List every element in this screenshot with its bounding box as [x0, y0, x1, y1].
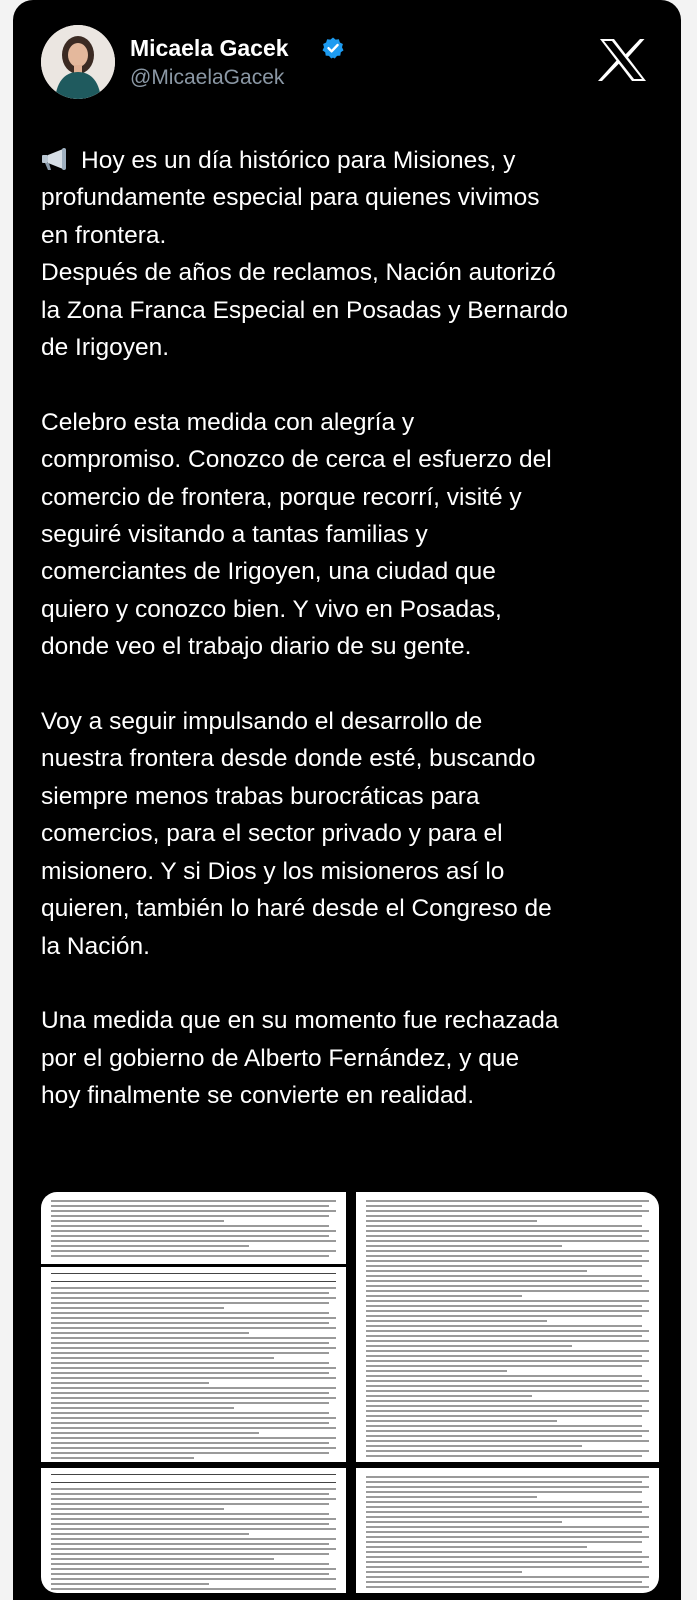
document-text-line [366, 1310, 649, 1312]
document-image-4[interactable] [41, 1468, 346, 1593]
document-text-line [366, 1295, 522, 1297]
document-text-line [366, 1481, 642, 1483]
tweet-line: Después de años de reclamos, Nación autorizó [41, 259, 556, 287]
media-grid [41, 1192, 659, 1593]
tweet-line: profundamente especial para quienes vivimos [41, 184, 540, 212]
document-text-line [366, 1290, 649, 1292]
document-text-line [51, 1488, 336, 1490]
document-text-line [366, 1571, 522, 1573]
document-text-line [366, 1551, 642, 1553]
user-handle[interactable]: @MicaelaGacek [130, 66, 285, 89]
document-text-line [366, 1275, 642, 1277]
document-text-line [51, 1362, 329, 1364]
document-text-line [51, 1230, 336, 1232]
document-text-line [51, 1292, 329, 1294]
document-text-line [51, 1337, 336, 1339]
document-text-line [51, 1297, 336, 1299]
document-text-line [51, 1498, 336, 1500]
document-text-line [366, 1450, 649, 1452]
document-text-line [366, 1335, 642, 1337]
document-text-line [366, 1250, 649, 1252]
document-text-line [366, 1320, 547, 1322]
document-text-line [51, 1427, 336, 1429]
document-image-5[interactable] [356, 1468, 659, 1593]
document-text-line [51, 1452, 329, 1454]
document-text-line [51, 1372, 329, 1374]
document-text-line [51, 1493, 329, 1495]
document-text-line [366, 1511, 642, 1513]
document-text-line [366, 1240, 649, 1242]
document-text-line [51, 1543, 329, 1545]
document-text-line [51, 1287, 336, 1289]
tweet-line: comerciantes de Irigoyen, una ciudad que [41, 558, 496, 586]
x-logo-icon[interactable] [598, 38, 648, 82]
document-text-line [51, 1307, 224, 1309]
document-text-line [51, 1240, 336, 1242]
document-text-line [366, 1536, 649, 1538]
tweet-line: siempre menos trabas burocráticas para [41, 782, 480, 810]
document-text-line [51, 1215, 329, 1217]
document-text-line [51, 1412, 329, 1414]
document-text-line [366, 1561, 642, 1563]
paragraph-gap [41, 666, 666, 703]
document-text-line [51, 1377, 336, 1379]
document-text-line [366, 1385, 642, 1387]
document-text-line [51, 1422, 329, 1424]
document-text-line [51, 1513, 329, 1515]
document-text-line [366, 1340, 649, 1342]
document-image-1[interactable] [41, 1192, 346, 1264]
document-text-line [366, 1506, 649, 1508]
document-text-line [366, 1205, 642, 1207]
document-image-3[interactable] [41, 1267, 346, 1462]
tweet-line: Hoy es un día histórico para Misiones, y [41, 142, 666, 179]
document-text-line [51, 1442, 329, 1444]
document-text-line [366, 1521, 562, 1523]
document-text-line [366, 1541, 642, 1543]
document-text-line [51, 1538, 336, 1540]
document-text-line [366, 1516, 649, 1518]
tweet-line: la Zona Franca Especial en Posadas y Bernardo [41, 296, 569, 324]
document-text-line [51, 1417, 336, 1419]
document-text-line [366, 1526, 649, 1528]
document-text-line [366, 1581, 642, 1583]
document-text-line [366, 1370, 507, 1372]
document-text-line [51, 1573, 329, 1575]
tweet-card [13, 0, 681, 1600]
document-header-rule [51, 1273, 336, 1282]
document-text-line [366, 1200, 649, 1202]
document-text-line [51, 1563, 329, 1565]
document-text-line [366, 1220, 537, 1222]
tweet-line: compromiso. Conozco de cerca el esfuerzo del [41, 446, 552, 474]
document-text-line [51, 1533, 249, 1535]
document-text-line [366, 1501, 642, 1503]
document-text-line [51, 1347, 336, 1349]
document-text-line [51, 1225, 329, 1227]
document-text-line [366, 1390, 649, 1392]
document-text-line [51, 1352, 329, 1354]
document-text-line [366, 1315, 642, 1317]
document-text-line [366, 1260, 649, 1262]
document-text-line [366, 1365, 642, 1367]
document-text-line [366, 1405, 642, 1407]
document-text-line [366, 1586, 649, 1588]
document-text-line [366, 1235, 642, 1237]
document-text-line [366, 1305, 642, 1307]
document-text-line [51, 1210, 336, 1212]
document-image-2[interactable] [356, 1192, 659, 1462]
tweet-line: de Irigoyen. [41, 334, 170, 362]
document-text-line [366, 1330, 649, 1332]
tweet-line: nuestra frontera desde donde esté, buscando [41, 745, 536, 773]
document-text-line [366, 1546, 587, 1548]
document-text-line [51, 1548, 336, 1550]
tweet-text [41, 142, 666, 1115]
document-text-line [366, 1270, 587, 1272]
document-text-line [51, 1332, 249, 1334]
document-text-line [366, 1556, 649, 1558]
tweet-line: quiero y conozco bien. Y vivo en Posadas, [41, 595, 502, 623]
document-text-line [366, 1440, 649, 1442]
document-text-line [51, 1255, 329, 1257]
document-text-line [51, 1200, 336, 1202]
tweet-line: comercio de frontera, porque recorrí, visité y [41, 483, 522, 511]
document-text-line [366, 1576, 649, 1578]
document-text-line [51, 1317, 336, 1319]
document-text-line [51, 1387, 336, 1389]
document-text-line [366, 1435, 642, 1437]
tweet-line: la Nación. [41, 932, 150, 960]
document-text-line [366, 1355, 642, 1357]
document-text-line [51, 1437, 336, 1439]
document-text-line [51, 1250, 336, 1252]
document-text-line [366, 1265, 642, 1267]
document-text-line [366, 1225, 642, 1227]
tweet-line: seguiré visitando a tantas familias y [41, 521, 428, 549]
tweet-line: comercios, para el sector privado y para el [41, 820, 503, 848]
document-text-line [51, 1553, 329, 1555]
tweet-line: donde veo el trabajo diario de su gente. [41, 633, 472, 661]
document-text-line [51, 1447, 336, 1449]
document-text-line [366, 1345, 572, 1347]
document-text-line [366, 1325, 642, 1327]
document-text-line [366, 1415, 642, 1417]
verified-badge-icon [321, 36, 345, 60]
document-text-line [366, 1230, 649, 1232]
document-text-line [366, 1255, 642, 1257]
document-text-line [51, 1302, 329, 1304]
tweet-line: quieren, también lo haré desde el Congreso de [41, 895, 552, 923]
document-text-line [51, 1578, 336, 1580]
document-text-line [366, 1455, 642, 1457]
document-text-line [366, 1425, 642, 1427]
document-text-line [366, 1420, 557, 1422]
document-text-line [51, 1432, 259, 1434]
document-text-line [366, 1395, 532, 1397]
document-text-line [366, 1410, 649, 1412]
document-text-line [51, 1397, 336, 1399]
tweet-line: Voy a seguir impulsando el desarrollo de [41, 708, 483, 736]
document-text-line [51, 1235, 329, 1237]
document-text-line [366, 1491, 642, 1493]
paragraph-gap [41, 366, 666, 403]
document-text-line [51, 1457, 194, 1459]
document-text-line [51, 1407, 234, 1409]
megaphone-icon [41, 147, 71, 171]
document-text-line [51, 1518, 336, 1520]
document-text-line [51, 1568, 336, 1570]
document-text-line [51, 1588, 336, 1590]
tweet-line: Una medida que en su momento fue rechazada [41, 1007, 559, 1035]
document-text-line [51, 1357, 274, 1359]
document-text-line [366, 1285, 642, 1287]
document-text-line [51, 1523, 329, 1525]
tweet-line: misionero. Y si Dios y los misioneros así lo [41, 857, 505, 885]
document-text-line [51, 1508, 224, 1510]
document-text-line [366, 1350, 649, 1352]
document-text-line [366, 1245, 562, 1247]
document-text-line [366, 1566, 649, 1568]
tweet-line: en frontera. [41, 221, 167, 249]
document-text-line [366, 1486, 649, 1488]
document-text-line [51, 1558, 274, 1560]
document-text-line [51, 1503, 329, 1505]
document-text-line [51, 1392, 329, 1394]
document-text-line [51, 1327, 336, 1329]
tweet-line: por el gobierno de Alberto Fernández, y que [41, 1044, 520, 1072]
document-text-line [366, 1375, 642, 1377]
document-text-line [366, 1215, 642, 1217]
document-text-line [366, 1531, 642, 1533]
document-text-line [366, 1445, 582, 1447]
document-text-line [51, 1528, 336, 1530]
document-text-line [51, 1367, 336, 1369]
document-header-rule [51, 1474, 336, 1483]
document-text-line [366, 1300, 649, 1302]
document-text-line [51, 1205, 329, 1207]
document-text-line [366, 1496, 537, 1498]
document-text-line [51, 1220, 224, 1222]
document-text-line [366, 1400, 649, 1402]
tweet-line: Celebro esta medida con alegría y [41, 408, 415, 436]
document-text-line [51, 1402, 329, 1404]
document-text-line [366, 1380, 649, 1382]
document-text-line [366, 1430, 649, 1432]
avatar[interactable] [41, 25, 115, 99]
display-name[interactable]: Micaela Gacek [130, 35, 289, 61]
avatar-photo [41, 25, 115, 99]
document-text-line [51, 1382, 209, 1384]
document-text-line [366, 1360, 649, 1362]
document-text-line [366, 1476, 649, 1478]
document-text-line [51, 1342, 329, 1344]
document-text-line [366, 1280, 649, 1282]
document-text-line [51, 1312, 329, 1314]
document-text-line [366, 1210, 649, 1212]
document-text-line [51, 1583, 209, 1585]
document-text-line [51, 1245, 249, 1247]
paragraph-gap [41, 965, 666, 1002]
document-text-line [51, 1322, 329, 1324]
tweet-line: hoy finalmente se convierte en realidad. [41, 1082, 475, 1110]
